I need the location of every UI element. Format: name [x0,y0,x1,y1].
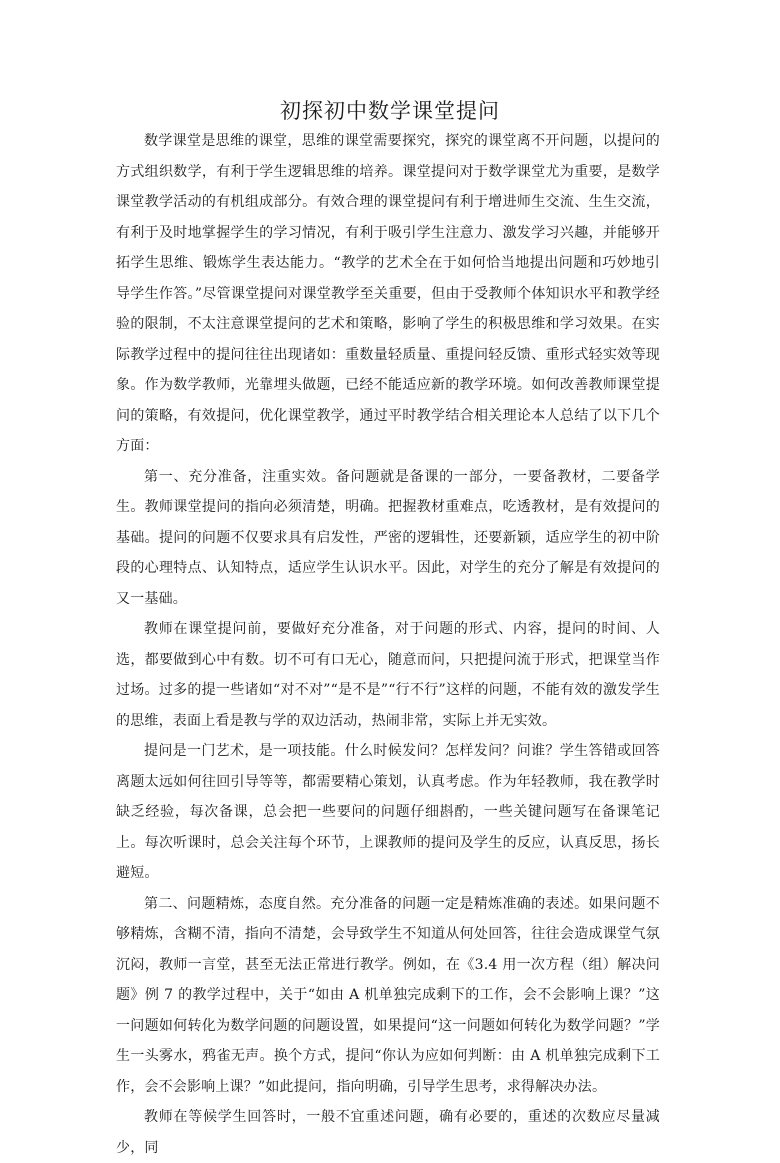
document-body [116,126,660,1163]
document-title: 初探初中数学课堂提问 [280,99,500,123]
paragraph-waiting: 教师在等候学生回答时，一般不宜重述问题，确有必要的，重述的次数应尽量减少，同 [116,1109,660,1156]
paragraph-intro: 数学课堂是思维的课堂，思维的课堂需要探究，探究的课堂离不开问题，以提问的方式组织数学，有利于学生逻辑思维的培养。课堂提问对于数学课堂尤为重要，是数学课堂教学活动的有机组成部分。有效合理的课堂提问有利于增进师生交流、生生交流，有利于及时地掌握学生的学习情况，有利于吸引学生注意力、激发学习兴趣，并能够开拓学生思维、锻炼学生表达能力。“教学的艺术全在于如何恰当地提出问题和巧妙地引导学生作答。”尽管课堂提问对课堂教学至关重要，但由于受教师个体知识水平和教学经验的限制，不太注意课堂提问的艺术和策略，影响了学生的积极思维和学习效果。在实际教学过程中的提问往往出现诸如：重数量轻质量、重提问轻反馈、重形式轻实效等现象。作为数学教师，光靠埋头做题，已经不能适应新的教学环境。如何改善教师课堂提问的策略，有效提问，优化课堂教学，通过平时教学结合相关理论本人总结了以下几个方面： [116,133,660,454]
paragraph-point-two: 第二、问题精炼，态度自然。充分准备的问题一定是精炼准确的表述。如果问题不够精炼，含糊不清，指向不清楚，会导致学生不知道从何处回答，往往会造成课堂气氛沉闷，教师一言堂，甚至无法正常进行教学。例如，在《3.4 用一次方程（组）解决问题》例 7 的教学过程中，关于“如由 A 机单独完成剩下的工作，会不会影响上课？”这一问题如何转化为数学问题的问题设置，如果提问“这一问题如何转化为数学问题？”学生一头雾水，鸦雀无声。换个方式，提问“你认为应如何判断：由 A 机单独完成剩下工作，会不会影响上课？”如此提问，指向明确，引导学生思考，求得解决办法。 [116,895,660,1095]
paragraph-preparation: 教师在课堂提问前，要做好充分准备，对于问题的形式、内容，提问的时间、人选，都要做到心中有数。切不可有口无心，随意而问，只把提问流于形式，把课堂当作过场。过多的提一些诸如“对不对”“是不是”“行不行”这样的问题，不能有效的激发学生的思维，表面上看是教与学的双边活动，热闹非常，实际上并无实效。 [116,621,660,729]
paragraph-point-one: 第一、充分准备，注重实效。备问题就是备课的一部分，一要备教材，二要备学生。教师课堂提问的指向必须清楚，明确。把握教材重难点，吃透教材，是有效提问的基础。提问的问题不仅要求具有启发性，严密的逻辑性，还要新颖，适应学生的初中阶段的心理特点、认知特点，适应学生认识水平。因此，对学生的充分了解是有效提问的又一基础。 [116,468,660,607]
paragraph-questioning-art: 提问是一门艺术，是一项技能。什么时候发问？怎样发问？问谁？学生答错或回答离题太远如何往回引导等等，都需要精心策划，认真考虑。作为年轻教师，我在教学时缺乏经验，每次备课，总会把一些要问的问题仔细斟酌，一些关键问题写在备课笔记上。每次听课时，总会关注每个环节，上课教师的提问及学生的反应，认真反思，扬长避短。 [116,743,660,881]
